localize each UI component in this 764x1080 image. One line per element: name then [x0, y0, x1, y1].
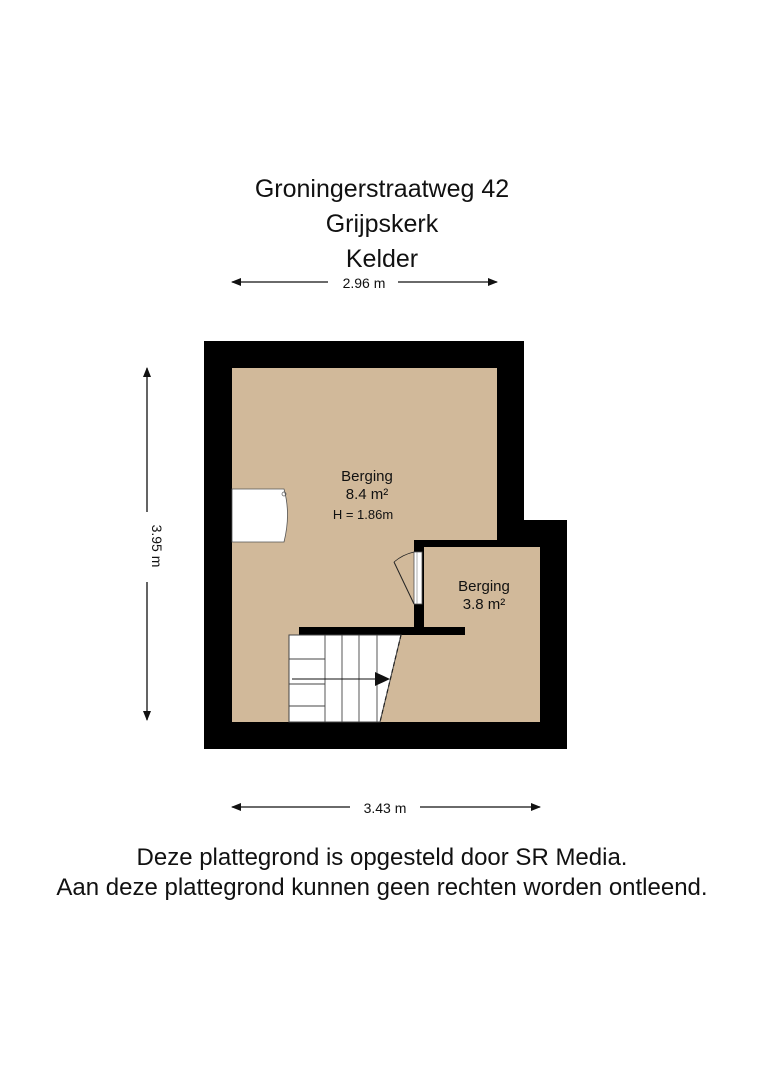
bottom-dimension-label: 3.43 m [363, 800, 407, 816]
city-title: Grijpskerk [325, 210, 439, 238]
left-dimension-label: 3.95 m [149, 524, 165, 568]
room-small-area: 3.8 m² [462, 596, 506, 613]
left-dimension [147, 368, 165, 720]
room-small-name: Berging [458, 578, 510, 595]
disclaimer-line-1: Deze plattegrond is opgesteld door SR Media. [136, 844, 628, 871]
room-large-height: H = 1.86m [332, 507, 394, 522]
address-title: Groningerstraatweg 42 [254, 175, 510, 203]
floor-title: Kelder [345, 245, 419, 273]
interior-wall-top [414, 540, 540, 547]
storage-unit [232, 489, 288, 542]
interior-wall-horizontal [299, 627, 465, 635]
disclaimer-line-2: Aan deze plattegrond kunnen geen rechten worden ontleend. [56, 874, 708, 901]
room-large-name: Berging [341, 468, 393, 485]
disclaimer [0, 843, 764, 903]
top-dimension [232, 275, 497, 291]
top-dimension-label: 2.96 m [342, 275, 386, 291]
room-large-area: 8.4 m² [345, 486, 389, 503]
bottom-dimension [232, 800, 540, 816]
